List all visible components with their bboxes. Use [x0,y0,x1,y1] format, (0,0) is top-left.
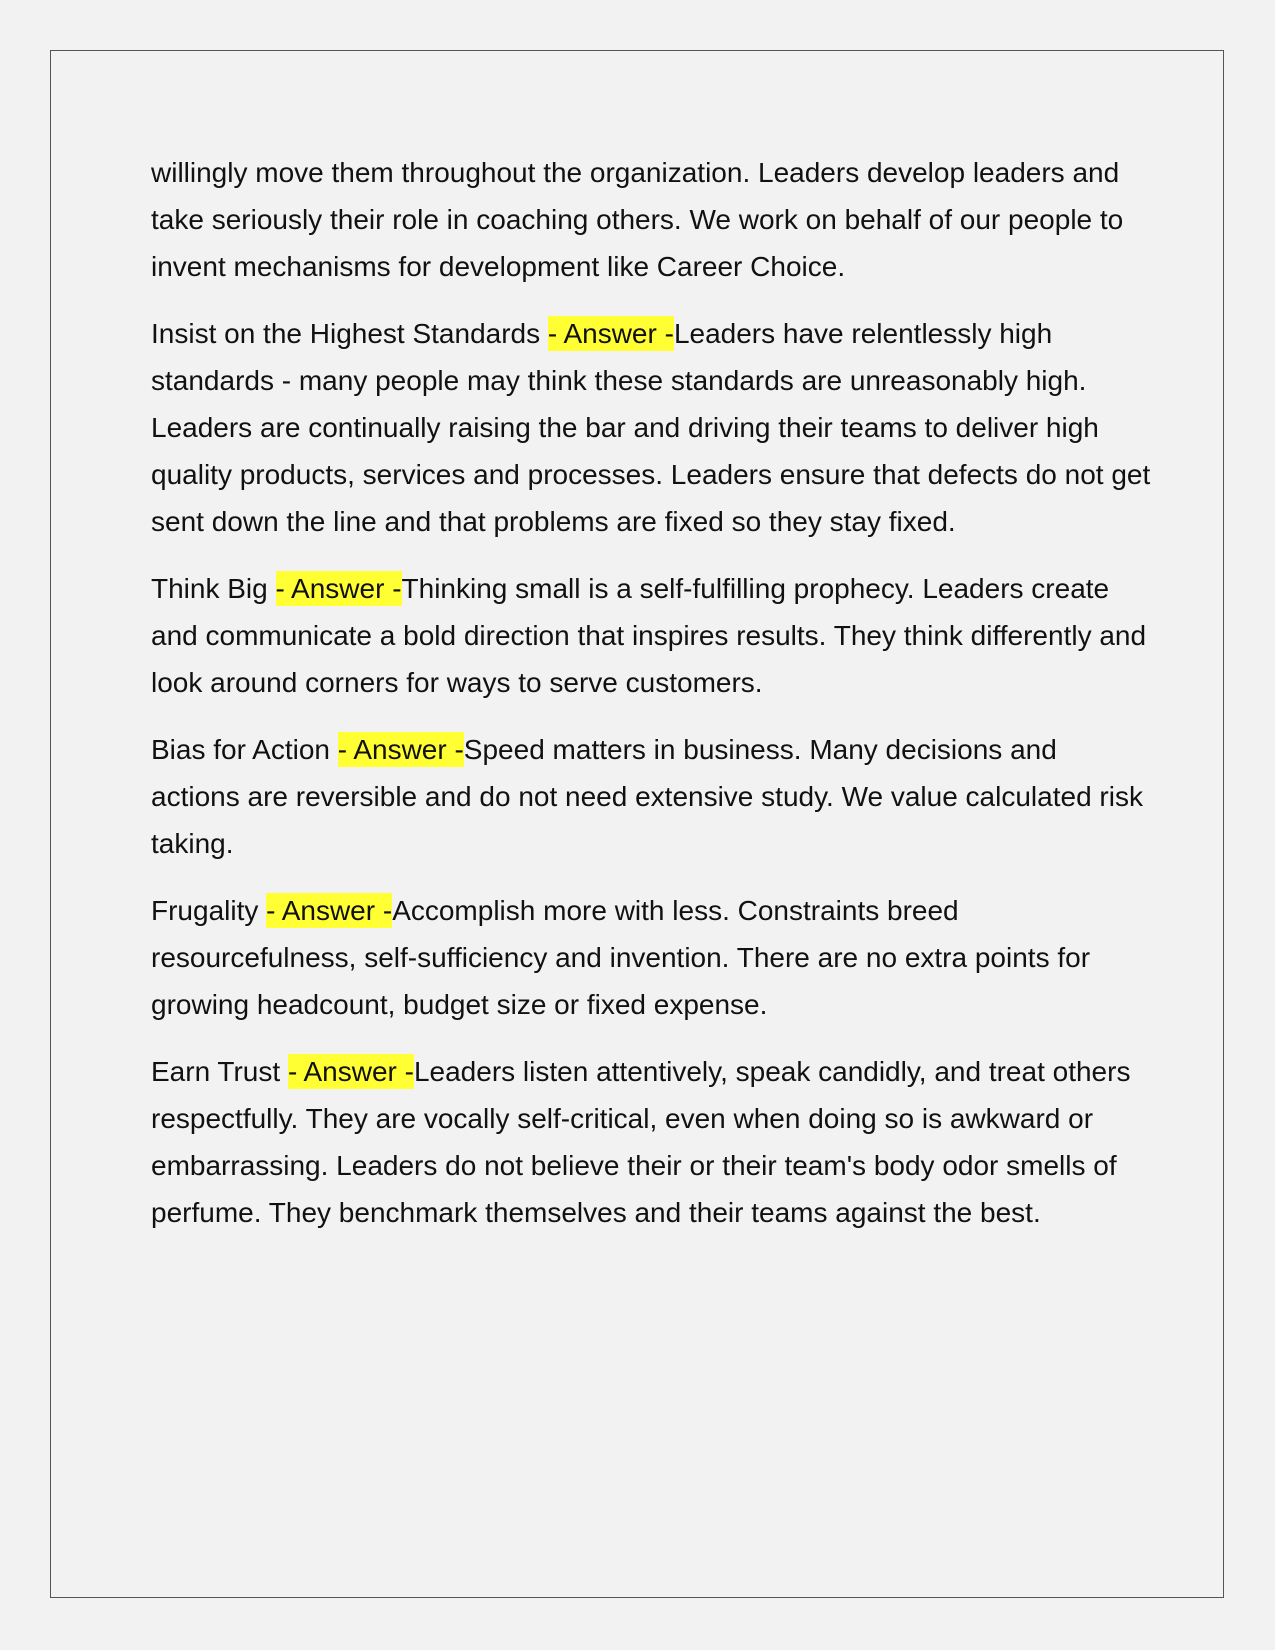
principle-body: Thinking small is a self-fulfilling prophecy. Leaders create and communicate a bold direction that inspires results. They think differently and look around corners for ways to serve customers. [151,573,1147,698]
principle-think-big [151,565,1151,706]
principle-body: Accomplish more with less. Constraints breed resourcefulness, self-sufficiency and invention. There are no extra points for growing headcount, budget size or fixed expense. [151,895,1091,1020]
principle-body: Leaders listen attentively, speak candidly, and treat others respectfully. They are vocally self-critical, even when doing so is awkward or embarrassing. Leaders do not believe their or their team's body odor smells of perfume. They benchmark themselves and their teams against the best. [151,1056,1131,1228]
principle-frugality [151,887,1151,1028]
answer-highlight: - Answer - [547,318,674,349]
document-body [151,149,1151,1256]
principle-body: Leaders have relentlessly high standards - many people may think these standards are unreasonably high. Leaders are continually raising the bar and driving their teams to deliver high quality products, services and processes. Leaders ensure that defects do not get sent down the line and that problems are fixed so they stay fixed. [151,318,1151,537]
principle-title: Insist on the Highest Standards [151,318,548,349]
principle-earn-trust [151,1048,1151,1236]
answer-highlight: - Answer - [266,895,393,926]
principle-insist-on-highest-standards [151,310,1151,545]
principle-title: Think Big [151,573,276,604]
document-page [50,50,1224,1598]
principle-title: Earn Trust [151,1056,288,1087]
principle-title: Frugality [151,895,267,926]
principle-body: Speed matters in business. Many decisions and actions are reversible and do not need extensive study. We value calculated risk taking. [151,734,1143,859]
answer-highlight: - Answer - [275,573,402,604]
principle-title: Bias for Action [151,734,338,765]
principle-bias-for-action [151,726,1151,867]
answer-highlight: - Answer - [337,734,464,765]
answer-highlight: - Answer - [287,1056,414,1087]
intro-paragraph: willingly move them throughout the organization. Leaders develop leaders and take seriously their role in coaching others. We work on behalf of our people to invent mechanisms for development like Career Choice. [151,157,1124,282]
